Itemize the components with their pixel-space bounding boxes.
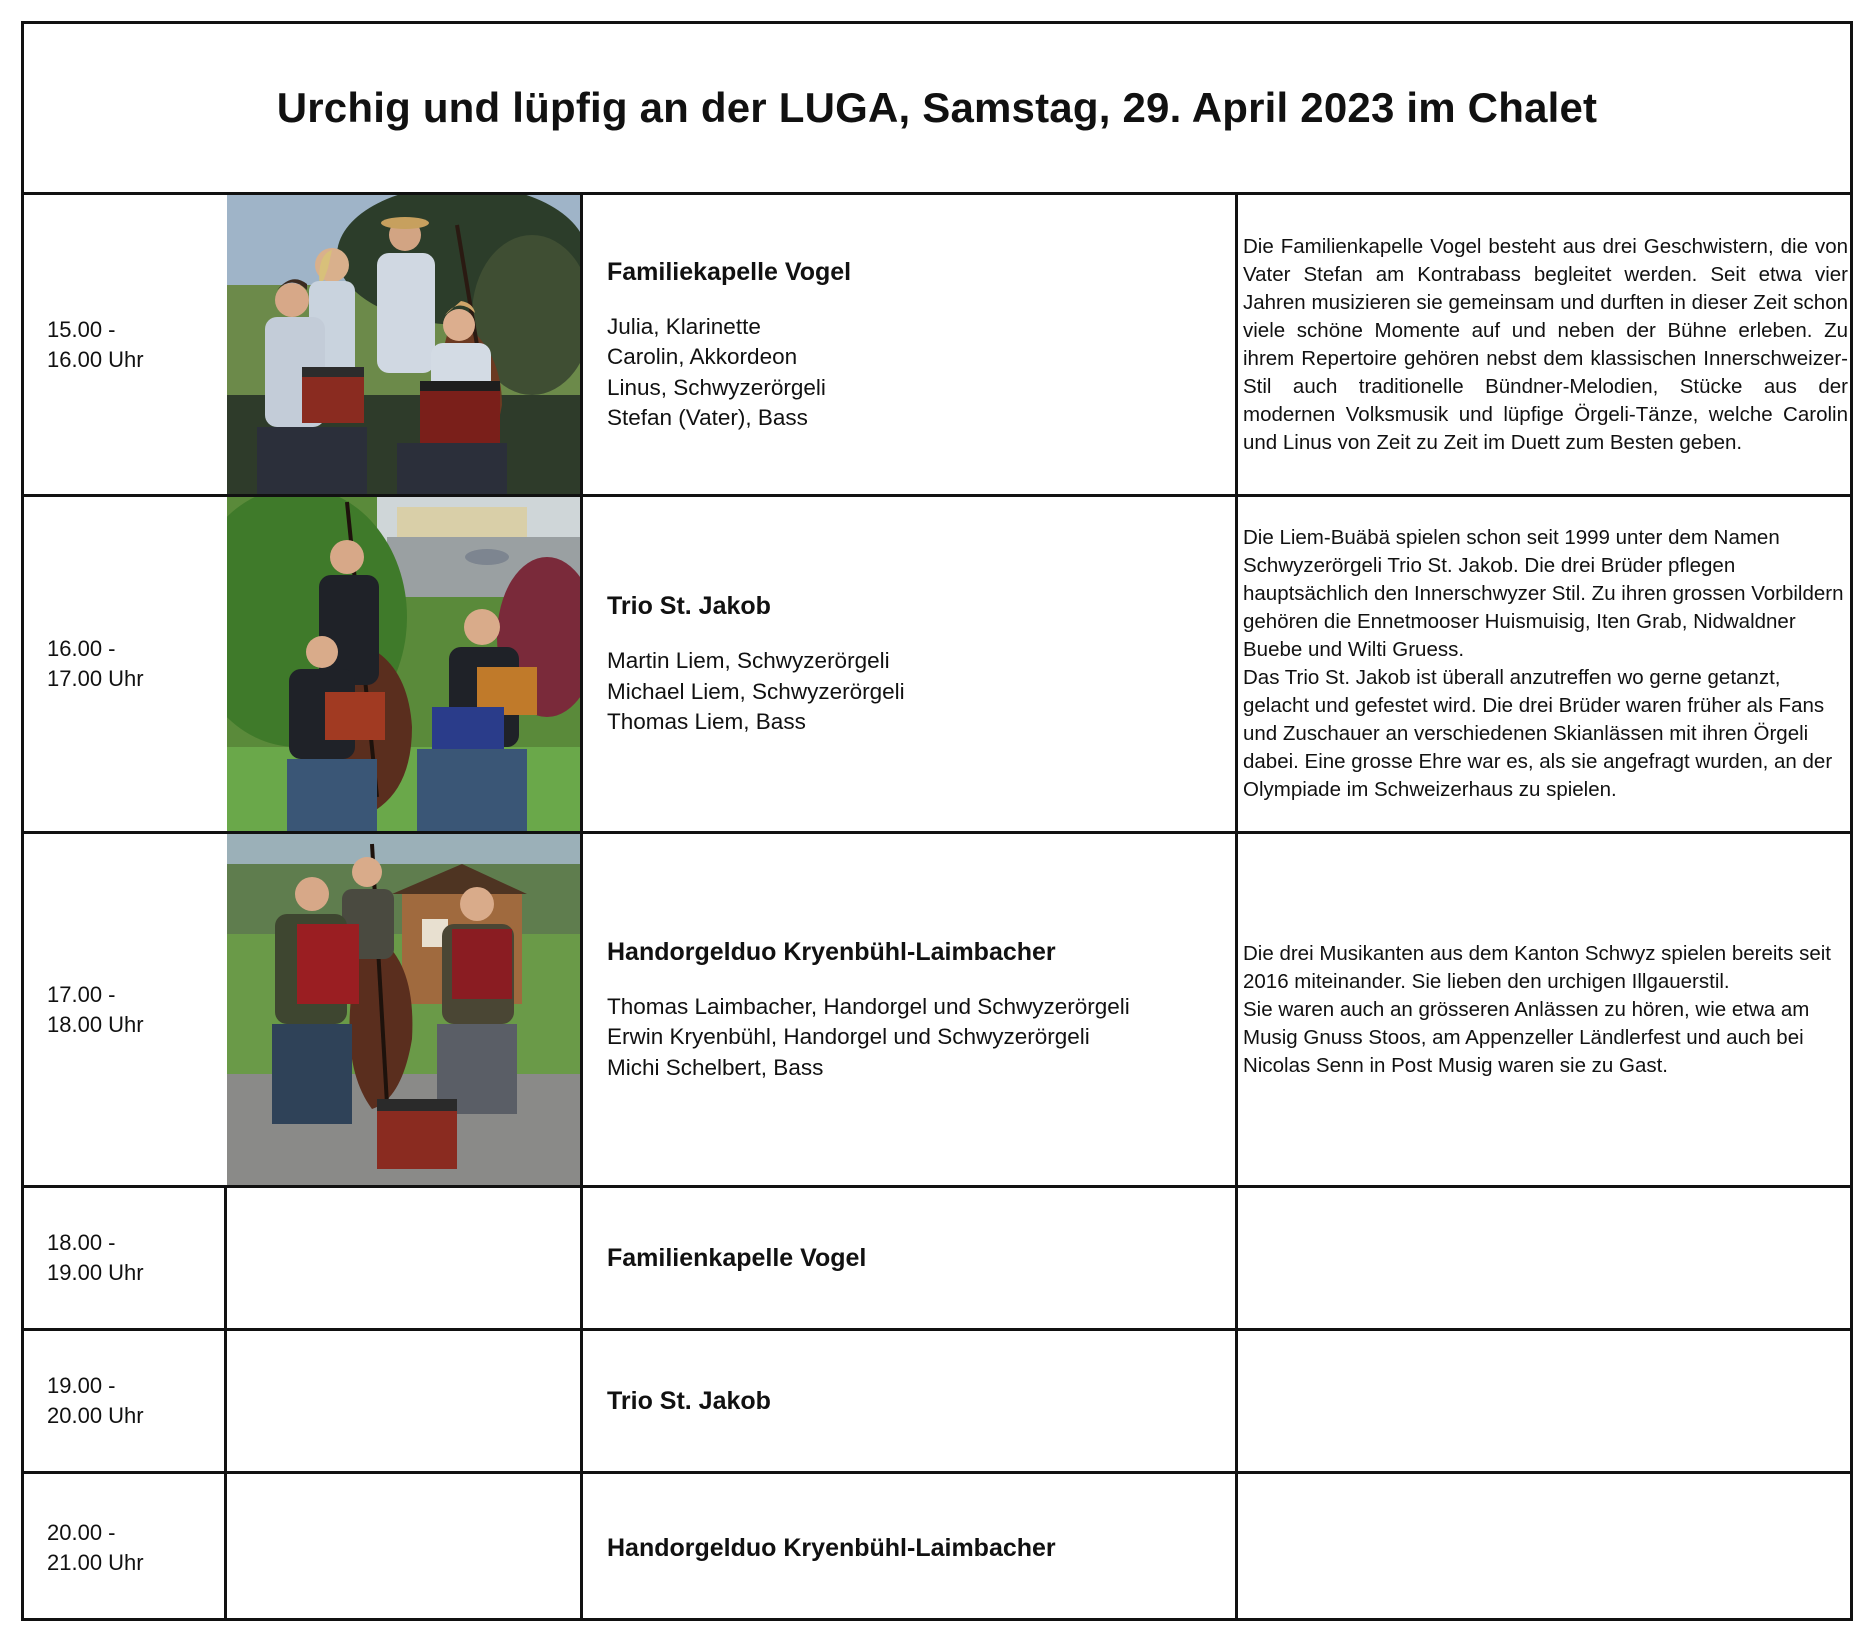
act-cell [583, 1331, 1235, 1471]
band-name: Handorgelduo Kryenbühl-Laimbacher [607, 1533, 1056, 1562]
description-cell [1238, 497, 1850, 831]
time-slot [24, 834, 224, 1185]
description-text: Die drei Musikanten aus dem Kanton Schwyz spielen bereits seit 2016 miteinander. Sie lieben den urchigen Illgauerstil. [1243, 941, 1831, 993]
member: Julia, Klarinette [607, 313, 761, 339]
description-cell [1238, 834, 1850, 1185]
time-end: 18.00 Uhr [47, 1011, 144, 1037]
schedule-table [21, 21, 1853, 1621]
description-text: Das Trio St. Jakob ist überall anzutreffen wo gerne getanzt, gelacht und gefestet wird. Die drei Brüder waren früher als Fans und Zuschauer an verschiedenen Skianlässen mit ihren Örgeli dabei. Eine grosse Ehre war es, als sie angefragt wurden, an der Olympiade im Schweizerhaus zu spielen. [1243, 666, 1833, 801]
act-cell [583, 1474, 1235, 1621]
time-start: 20.00 - [47, 1519, 116, 1545]
member: Erwin Kryenbühl, Handorgel und Schwyzerörgeli [607, 1024, 1090, 1050]
act-cell [583, 834, 1235, 1185]
member: Michael Liem, Schwyzerörgeli [607, 678, 905, 704]
member: Martin Liem, Schwyzerörgeli [607, 648, 890, 674]
member: Thomas Liem, Bass [607, 709, 806, 735]
time-start: 16.00 - [47, 636, 116, 661]
act-cell [583, 195, 1235, 494]
band-name: Familienkapelle Vogel [607, 1244, 867, 1272]
page-title: Urchig und lüpfig an der LUGA, Samstag, 29. April 2023 im Chalet [276, 84, 1598, 131]
column-divider [224, 1185, 227, 1621]
band-photo-vogel [227, 195, 580, 494]
title-row [24, 24, 1850, 192]
description-text: Sie waren auch an grösseren Anlässen zu hören, wie etwa am Musig Gnuss Stoos, am Appenzeller Ländlerfest und auch bei Nicolas Senn in Post Musig waren sie zu Gast. [1243, 997, 1810, 1077]
time-end: 21.00 Uhr [47, 1549, 144, 1575]
member-list [607, 646, 1235, 738]
time-end: 17.00 Uhr [47, 666, 144, 691]
member: Stefan (Vater), Bass [607, 405, 808, 430]
member: Carolin, Akkordeon [607, 344, 798, 369]
member: Thomas Laimbacher, Handorgel und Schwyzerörgeli [607, 993, 1130, 1019]
time-start: 17.00 - [47, 981, 116, 1007]
member-list [607, 312, 1235, 434]
description-text: Die Liem-Buäbä spielen schon seit 1999 unter dem Namen Schwyzerörgeli Trio St. Jakob. Die drei Brüder pflegen hauptsächlich den Innerschwyzer Stil. Zu ihren grossen Vorbildern gehören die Ennetmooser Huismuisig, Iten Grab, Nidwaldner Buebe und Wilti Gruess. [1243, 526, 1844, 661]
act-cell [583, 497, 1235, 831]
description-text: Die Familienkapelle Vogel besteht aus drei Geschwistern, die von Vater Stefan am Kontrabass begleitet werden. Seit etwa vier Jahren musizieren sie gemeinsam und durften in dieser Zeit schon viele schöne Momente auf und neben der Bühne erleben. Zu ihrem Repertoire gehören nebst dem klassischen Innerschweizer-Stil auch traditionelle Bündner-Melodien, Stücke aus der modernen Volksmusik und lüpfige Örgeli-Tänze, welche Carolin und Linus von Zeit zu Zeit im Duett zum Besten geben. [1243, 234, 1848, 454]
time-start: 19.00 - [47, 1373, 116, 1398]
band-name: Trio St. Jakob [607, 1387, 771, 1415]
time-slot [24, 1331, 224, 1471]
band-name: Trio St. Jakob [607, 592, 771, 621]
band-photo-trio [227, 497, 580, 831]
time-slot [24, 1474, 224, 1621]
time-slot [24, 497, 224, 831]
member: Linus, Schwyzerörgeli [607, 374, 826, 400]
time-start: 15.00 - [47, 316, 116, 342]
band-name: Familiekapelle Vogel [607, 257, 852, 286]
time-slot [24, 195, 224, 494]
time-slot [24, 1188, 224, 1328]
member: Michi Schelbert, Bass [607, 1054, 824, 1080]
description-cell [1238, 195, 1850, 494]
time-end: 19.00 Uhr [47, 1260, 144, 1285]
band-name: Handorgelduo Kryenbühl-Laimbacher [607, 937, 1056, 966]
time-end: 20.00 Uhr [47, 1403, 144, 1428]
act-cell [583, 1188, 1235, 1328]
band-photo-duo [227, 834, 580, 1185]
time-end: 16.00 Uhr [47, 346, 144, 372]
member-list [607, 992, 1235, 1084]
time-start: 18.00 - [47, 1230, 116, 1255]
